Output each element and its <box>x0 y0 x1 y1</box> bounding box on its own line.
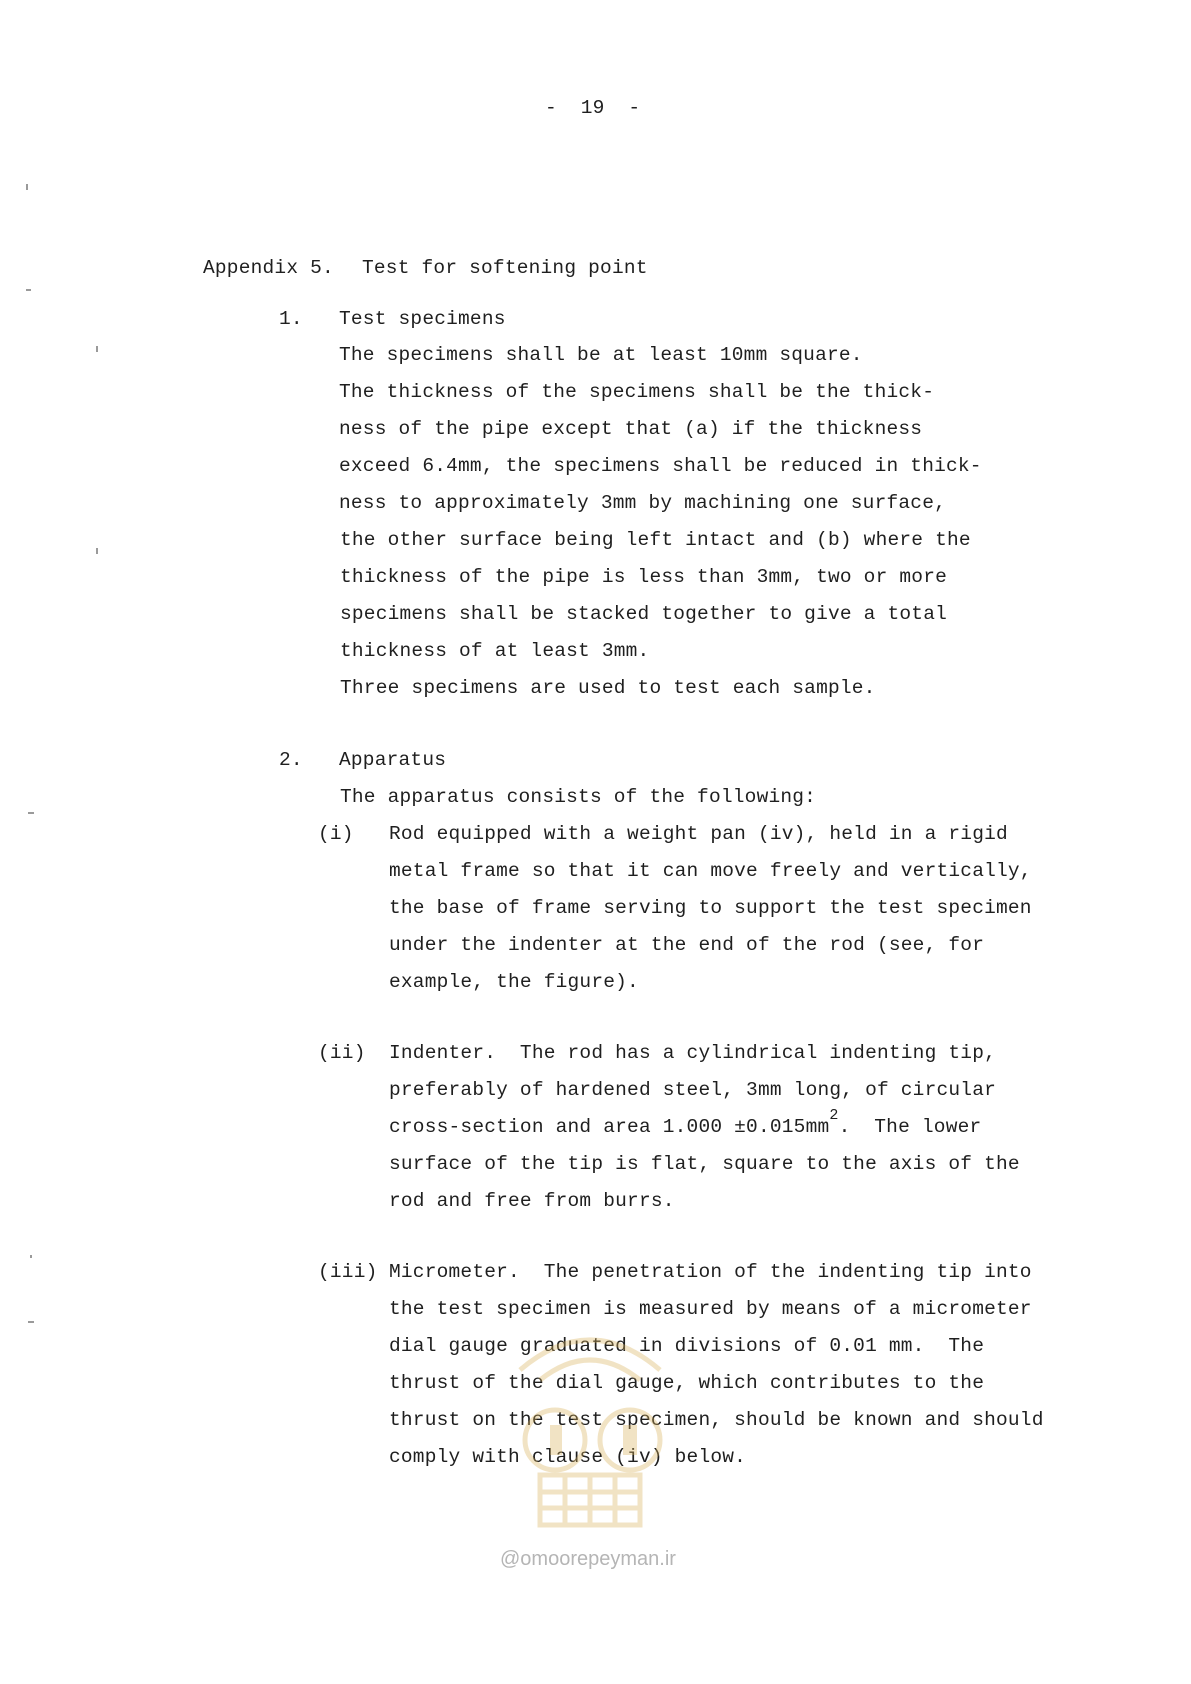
scan-speck <box>26 289 31 291</box>
superscript-two: 2 <box>829 1107 839 1124</box>
item-iii-line: Micrometer. The penetration of the indenting tip into <box>389 1261 1032 1283</box>
item-iii-line: thrust of the dial gauge, which contributes to the <box>389 1372 985 1394</box>
section-1-line: exceed 6.4mm, the specimens shall be reduced in thick- <box>339 455 982 477</box>
item-ii-line: preferably of hardened steel, 3mm long, of circular <box>389 1079 996 1101</box>
scan-speck <box>26 184 28 190</box>
section-1-line: The thickness of the specimens shall be the thick- <box>339 381 935 403</box>
scan-speck <box>96 548 98 554</box>
scan-speck <box>96 346 98 352</box>
section-2-title: Apparatus <box>339 749 447 771</box>
appendix-title: Test for softening point <box>362 257 648 279</box>
scan-speck <box>28 812 34 814</box>
section-2-number: 2. <box>279 749 303 771</box>
watermark-text: @omoorepeyman.ir <box>500 1548 676 1570</box>
item-ii-area-text: cross-section and area 1.000 ±0.015mm <box>389 1116 830 1138</box>
item-ii-line: Indenter. The rod has a cylindrical indenting tip, <box>389 1042 996 1064</box>
item-ii-line: rod and free from burrs. <box>389 1190 675 1212</box>
item-i-line: under the indenter at the end of the rod (see, for <box>389 934 985 956</box>
section-1-line: Three specimens are used to test each sample. <box>340 677 876 699</box>
item-ii-area-tail: . The lower <box>838 1116 982 1138</box>
item-ii-line: surface of the tip is flat, square to the axis of the <box>389 1153 1020 1175</box>
item-i-label: (i) <box>318 823 354 845</box>
item-ii-line <box>389 1107 982 1141</box>
item-ii-label: (ii) <box>318 1042 366 1064</box>
appendix-label: Appendix 5. <box>203 257 334 279</box>
item-iii-line: the test specimen is measured by means of a micrometer <box>389 1298 1032 1320</box>
item-i-line: metal frame so that it can move freely and vertically, <box>389 860 1032 882</box>
page-number: - 19 - <box>545 97 641 119</box>
section-1-line: ness to approximately 3mm by machining one surface, <box>339 492 946 514</box>
item-iii-line: thrust on the test specimen, should be known and should <box>389 1409 1044 1431</box>
section-1-line: The specimens shall be at least 10mm square. <box>339 344 863 366</box>
scan-speck <box>30 1255 32 1258</box>
scan-speck <box>28 1321 34 1323</box>
section-1-title: Test specimens <box>339 308 506 330</box>
item-iii-line: dial gauge graduated in divisions of 0.01 mm. The <box>389 1335 985 1357</box>
section-1-line: specimens shall be stacked together to give a total <box>340 603 947 625</box>
section-1-line: ness of the pipe except that (a) if the thickness <box>339 418 923 440</box>
section-1-line: thickness of the pipe is less than 3mm, two or more <box>340 566 947 588</box>
item-iii-line: comply with clause (iv) below. <box>389 1446 747 1468</box>
item-i-line: Rod equipped with a weight pan (iv), held in a rigid <box>389 823 1008 845</box>
item-i-line: the base of frame serving to support the test specimen <box>389 897 1032 919</box>
section-1-line: thickness of at least 3mm. <box>340 640 650 662</box>
section-1-line: the other surface being left intact and (b) where the <box>340 529 971 551</box>
item-i-line: example, the figure). <box>389 971 639 993</box>
watermark-logo-icon <box>470 1300 710 1540</box>
section-1-number: 1. <box>279 308 303 330</box>
item-iii-label: (iii) <box>318 1261 378 1283</box>
section-2-intro: The apparatus consists of the following: <box>340 786 817 808</box>
